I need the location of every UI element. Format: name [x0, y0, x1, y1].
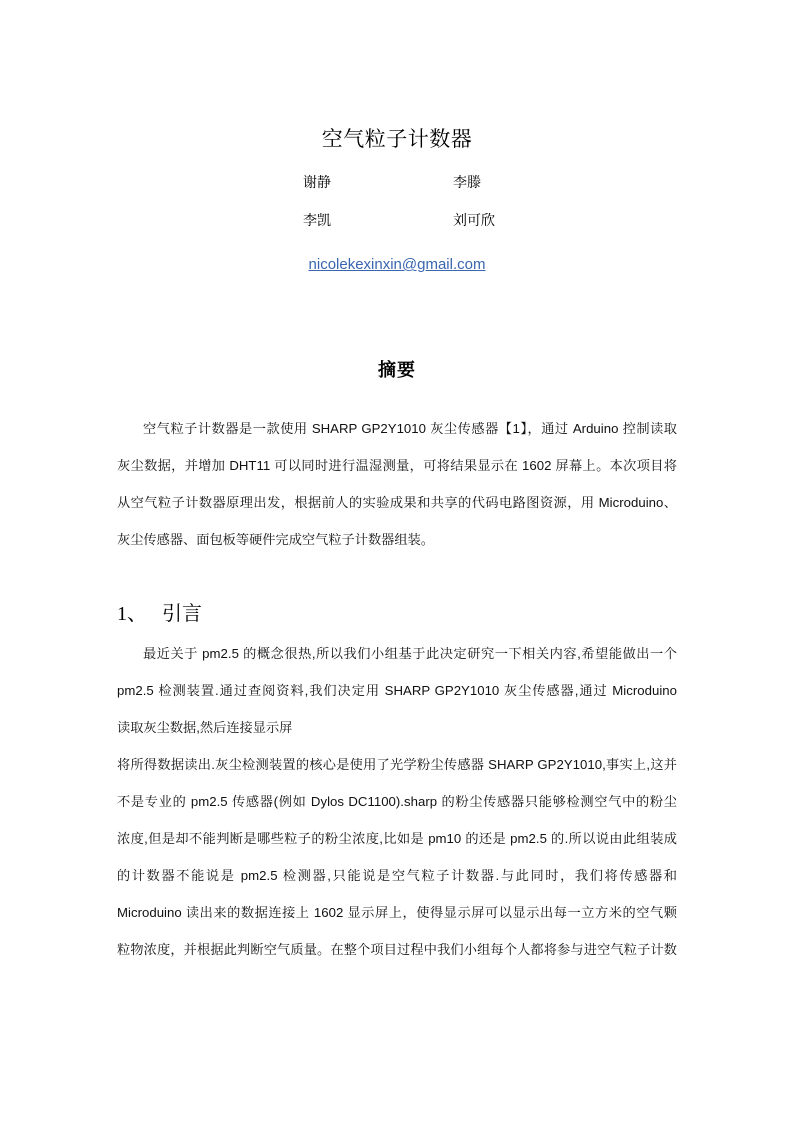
- contact-email: [117, 254, 677, 276]
- abstract-body: [117, 420, 677, 568]
- text-line: 灰尘数据，并增加 DHT11 可以同时进行温湿测量，可将结果显示在 1602 屏幕上。本次项目将: [117, 458, 677, 473]
- author-row: [117, 172, 677, 210]
- text-line: 的计数器不能说是 pm2.5 检测器,只能说是空气粒子计数器.与此同时，我们将传感器和: [117, 868, 677, 883]
- author-row: [117, 210, 677, 248]
- text-line: 将所得数据读出.灰尘检测装置的核心是使用了光学粉尘传感器 SHARP GP2Y1010,事实上,这并: [117, 757, 677, 772]
- author-name: 李滕: [453, 174, 481, 190]
- text-line: 粒物浓度，并根据此判断空气质量。在整个项目过程中我们小组每个人都将参与进空气粒子计数: [117, 942, 677, 957]
- text-line: 读取灰尘数据,然后连接显示屏: [117, 720, 293, 735]
- text-line: pm2.5 检测装置.通过查阅资料,我们决定用 SHARP GP2Y1010 灰尘传感器,通过 Microduino: [117, 683, 677, 698]
- section-heading-introduction: 1、 引言: [117, 603, 202, 625]
- text-line: 灰尘传感器、面包板等硬件完成空气粒子计数器组装。: [117, 532, 434, 547]
- email-link[interactable]: nicolekexinxin@gmail.com: [308, 256, 486, 273]
- page-title: 空气粒子计数器: [321, 127, 473, 151]
- text-line: 最近关于 pm2.5 的概念很热,所以我们小组基于此决定研究一下相关内容,希望能做出一个: [143, 646, 677, 661]
- author-name: 刘可欣: [453, 212, 495, 228]
- text-line: 不是专业的 pm2.5 传感器(例如 Dylos DC1100).sharp 的粉尘传感器只能够检测空气中的粉尘: [117, 794, 677, 809]
- author-list: [117, 172, 677, 248]
- author-name: 谢静: [303, 174, 331, 190]
- text-line: 空气粒子计数器是一款使用 SHARP GP2Y1010 灰尘传感器【1】，通过 Arduino 控制读取: [143, 421, 677, 436]
- text-line: 从空气粒子计数器原理出发，根据前人的实验成果和共享的代码电路图资源，用 Microduino、: [117, 495, 677, 510]
- text-line: 浓度,但是却不能判断是哪些粒子的粉尘浓度,比如是 pm10 的还是 pm2.5 的.所以说由此组装成: [117, 831, 677, 846]
- text-line: Microduino 读出来的数据连接上 1602 显示屏上，使得显示屏可以显示出每一立方米的空气颗: [117, 905, 677, 920]
- introduction-body: [117, 645, 677, 978]
- abstract-heading: 摘要: [378, 360, 416, 380]
- author-name: 李凯: [303, 212, 331, 228]
